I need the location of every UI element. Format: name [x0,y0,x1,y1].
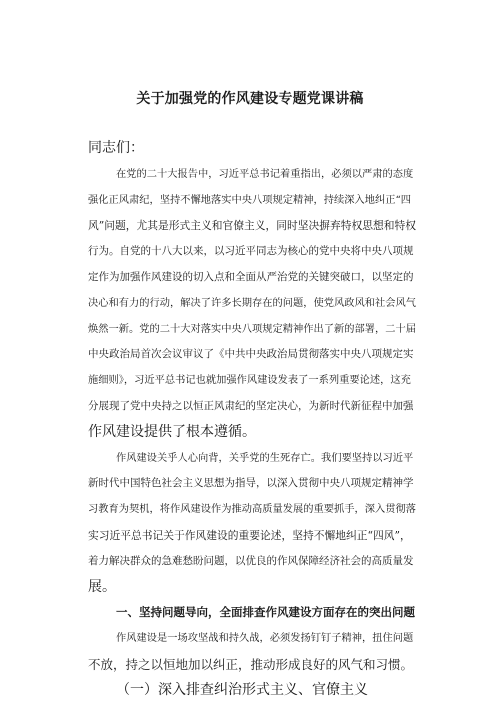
subsection-heading: （一）深入排查纠治形式主义、官僚主义 [116,681,368,698]
paragraph-line: 施细则》，习近平总书记也就加强作风建设发表了一系列重要论述，这充 [88,374,411,387]
paragraph-line: 决心和有力的行动，解决了许多长期存在的问题，使党风政风和社会风气 [88,296,417,309]
section-paragraph [88,626,416,678]
paragraph-line: 强化正风肃纪，坚持不懈地落实中央八项规定精神，持续深入地纠正“四 [88,193,411,206]
paragraph-line: 风”问题，尤其是形式主义和官僚主义，同时坚决摒弃特权思想和特权 [88,219,416,233]
paragraph-line: 作风建设是一场攻坚战和持久战，必须发扬钉钉子精神，扭住问题 [116,632,414,645]
section-heading: 一、坚持问题导向，全面排查作风建设方面存在的突出问题 [116,605,415,620]
paragraph-line: 行为。自党的十八大以来，以习近平同志为核心的党中央将中央八项规 [88,245,414,258]
paragraph-line: 定作为加强作风建设的切入点和全面从严治党的关键突破口，以坚定的 [88,270,414,283]
paragraph-line: 作风建设关乎人心向背，关乎党的生死存亡。我们要坚持以习近平 [116,451,414,464]
paragraph-line: 着力解决群众的急难愁盼问题，以优良的作风保障经济社会的高质量发 [88,554,414,567]
paragraph-2 [88,446,416,601]
document-body [88,136,416,704]
paragraph-line: 不放，持之以恒地加以纠正，推动形成良好的风气和习惯。 [88,656,414,672]
paragraph-line: 展。 [88,578,116,595]
paragraph-line: 焕然一新。党的二十大对落实中央八项规定精神作出了新的部署，二十届 [88,322,417,335]
paragraph-line: 中央政治局首次会议审议了《中共中央政治局贯彻落实中央八项规定实 [88,348,414,361]
paragraph-line: 习教育为契机，将作风建设作为推动高质量发展的重要抓手，深入贯彻落 [88,503,417,516]
paragraph-line: 作风建设提供了根本遵循。 [88,423,256,440]
paragraph-line: 实习近平总书记关于作风建设的重要论述，坚持不懈地纠正“四风”， [88,528,411,542]
paragraph-1 [88,162,416,446]
paragraph-line: 新时代中国特色社会主义思想为指导，以深入贯彻中央八项规定精神学 [88,477,414,490]
salutation: 同志们： [88,140,144,156]
paragraph-line: 在党的二十大报告中，习近平总书记着重指出，必须以严肃的态度 [116,167,414,180]
paragraph-line: 分展现了党中央持之以恒正风肃纪的坚定决心，为新时代新征程中加强 [88,399,414,412]
document-title: 关于加强党的作风建设专题党课讲稿 [136,91,364,107]
